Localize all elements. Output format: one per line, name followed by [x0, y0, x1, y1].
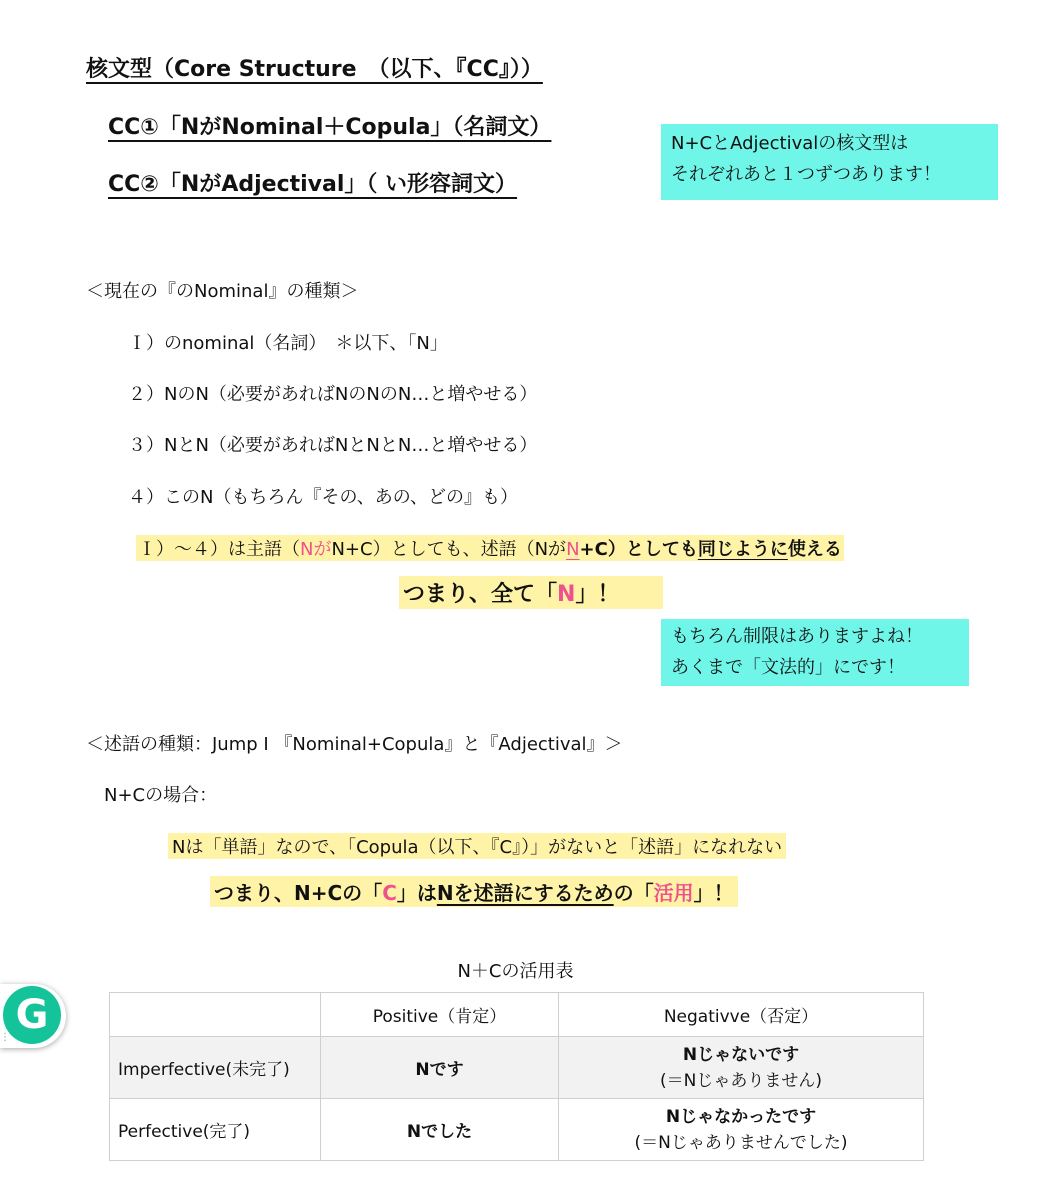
table-cell-positive: Nでした	[321, 1099, 559, 1161]
table-row	[110, 1099, 924, 1161]
cc2-heading: CC②「NがAdjectival」（ い形容詞文）	[108, 172, 518, 197]
text-run: Nを述語にするため	[436, 881, 614, 905]
table-caption: N＋Cの活用表	[457, 961, 574, 982]
note-restrictions	[661, 619, 969, 686]
text-run: N	[300, 539, 314, 560]
list-item: ４）このN（もちろん『その、あの、どの』も）	[128, 487, 519, 508]
highlight-usage	[136, 535, 844, 561]
text-run: C	[382, 881, 397, 905]
table-row-label: Perfective(完了)	[110, 1099, 321, 1161]
text-run: 活用	[653, 881, 694, 905]
table-header-cell	[110, 993, 321, 1037]
text-run: +C）としても	[579, 539, 698, 560]
text-run: 使える	[787, 539, 842, 560]
section-nc-subheading: N+Cの場合：	[104, 785, 218, 806]
text-run: 同じように	[697, 539, 788, 560]
grammarly-icon: G	[3, 986, 61, 1044]
note-line: もちろん制限はありますよね！	[671, 626, 923, 647]
text-run: 」は	[396, 881, 437, 905]
note-core-structures	[661, 124, 998, 200]
table-header-cell: Negativve（否定）	[559, 993, 924, 1037]
list-item: ２）NのN（必要があればNのNのN…と増やせる）	[128, 384, 538, 405]
text-run: の「	[613, 881, 654, 905]
text-run: Ｉ）〜４）は主語（	[138, 539, 300, 560]
table-cell-positive: Nです	[321, 1037, 559, 1099]
note-line: それぞれあと１つずつあります！	[671, 164, 941, 185]
note-line: あくまで「文法的」にです！	[671, 657, 905, 678]
negative-form: Nじゃなかったです	[665, 1106, 817, 1127]
negative-form: Nじゃないです	[682, 1044, 800, 1065]
text-run: つまり、N+Cの「	[214, 881, 383, 905]
negative-alt-form: (＝Nじゃありませんでした)	[634, 1132, 848, 1153]
cc1-heading: CC①「NがNominal＋Copula」（名詞文）	[108, 115, 552, 140]
list-item: ３）NとN（必要があればNとNとN…と増やせる）	[128, 435, 538, 456]
page-title: 核文型（Core Structure （以下、『CC』））	[86, 57, 543, 82]
conjugation-table	[109, 992, 924, 1161]
table-row-label: Imperfective(未完了)	[110, 1037, 321, 1099]
table-row	[110, 1037, 924, 1099]
section-nominal-heading: ＜現在の『のNominal』の種類＞	[86, 281, 359, 302]
conclusion-copula	[210, 876, 738, 907]
text-run: が	[313, 539, 332, 560]
table-cell-negative	[559, 1037, 924, 1099]
highlight-copula: Nは「単語」なので、「Copula（以下、『C』）」がないと「述語」になれない	[168, 833, 786, 859]
drag-handle-icon[interactable]: ⋮	[0, 1032, 10, 1043]
table-header-row	[110, 993, 924, 1037]
text-run: N+C）としても、述語（Nが	[331, 539, 567, 560]
note-line: N+CとAdjectivalの核文型は	[671, 133, 909, 154]
table-header-cell: Positive（肯定）	[321, 993, 559, 1037]
text-run: 」！	[575, 582, 620, 607]
table-cell-negative	[559, 1099, 924, 1161]
text-run: N	[557, 582, 576, 607]
text-run: つまり、全て「	[403, 582, 558, 607]
conclusion-all-n	[399, 576, 663, 609]
text-run: N	[566, 539, 580, 560]
negative-alt-form: (＝Nじゃありません)	[660, 1070, 822, 1091]
text-run: 」！	[693, 881, 734, 905]
list-item: Ｉ）のnominal（名詞） ＊以下、「N」	[128, 333, 448, 354]
section-predicate-heading: ＜述語の種類：Jump I 『Nominal+Copula』と『Adjectival』＞	[86, 734, 623, 755]
